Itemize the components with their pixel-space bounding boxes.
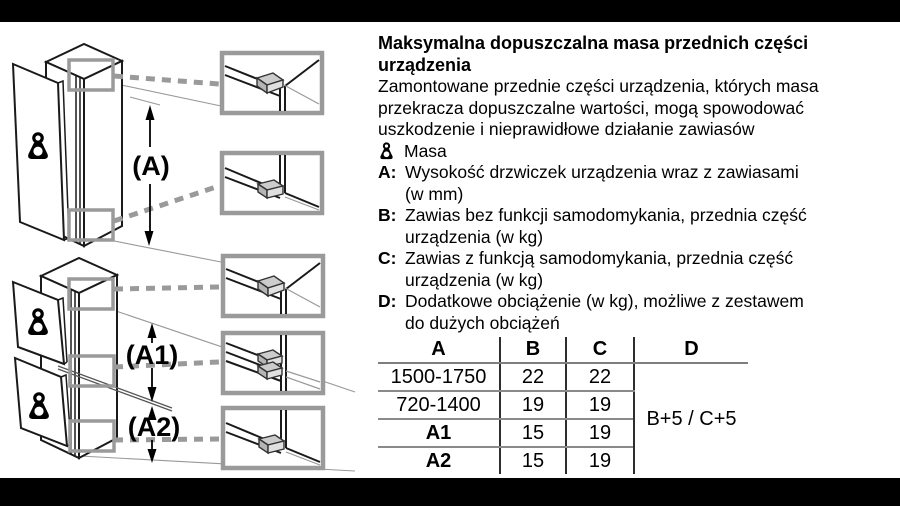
cell-C-value: 19 xyxy=(566,419,634,447)
detail-box-top-hinge xyxy=(223,256,323,316)
kettlebell-weight-icon xyxy=(379,142,394,160)
col-header-B: B xyxy=(500,337,566,363)
dimension-A-label: (A) xyxy=(132,151,170,181)
legend-item-A: A: Wysokość drzwiczek urządzenia wraz z zawiasami (w mm) xyxy=(378,162,799,204)
legend-item-D: D: Dodatkowe obciążenie (w kg), możliwe z zestawem do dużych obciążeń xyxy=(378,291,804,333)
max-load-table xyxy=(378,337,748,474)
legend-item-B: B: Zawias bez funkcji samodomykania, przednia część urządzenia (w kg) xyxy=(378,205,807,247)
dimension-A2 xyxy=(128,406,181,463)
table-row xyxy=(378,363,748,391)
detail-box-bottom-hinge xyxy=(222,153,322,213)
cell-height-range: A2 xyxy=(425,449,452,472)
detail-box-top-hinge xyxy=(222,53,322,113)
dimension-A xyxy=(132,105,169,246)
detail-box-bottom-hinge xyxy=(223,408,323,468)
col-header-D: D xyxy=(634,337,748,363)
mass-legend-row xyxy=(378,141,883,163)
cell-C-value: 22 xyxy=(566,363,634,391)
cell-C-value: 19 xyxy=(566,447,634,474)
cell-D-merged: B+5 / C+5 xyxy=(634,363,748,474)
cell-C-value: 19 xyxy=(566,391,634,419)
cell-B-value: 15 xyxy=(500,419,566,447)
legend-item-C: C: Zawias z funkcją samodomykania, przednia część urządzenia (w kg) xyxy=(378,248,794,290)
col-header-A: A xyxy=(378,337,500,363)
cell-height-range: 720-1400 xyxy=(378,391,500,419)
table-header-row xyxy=(378,337,748,363)
detail-box-middle-hinge xyxy=(223,333,323,393)
cell-height-range: 1500-1750 xyxy=(378,363,500,391)
hinge-detail-boxes xyxy=(222,53,323,468)
instruction-text-column xyxy=(378,33,883,334)
cell-B-value: 22 xyxy=(500,363,566,391)
cell-B-value: 15 xyxy=(500,447,566,474)
dimension-A1-label: (A1) xyxy=(125,340,179,370)
callout-leader-lines xyxy=(114,76,219,221)
page-title: Maksymalna dopuszczalna masa przednich części urządzenia xyxy=(378,33,809,75)
dimension-A2-label: (A2) xyxy=(127,412,181,442)
dimension-A1 xyxy=(126,323,179,402)
appliance-hinge-diagram xyxy=(0,0,375,506)
single-door-unit-figure xyxy=(13,44,221,262)
intro-paragraph: Zamontowane przednie części urządzenia, których masa przekracza dopuszczalne wartości, mogą spowodować uszkodzenie i nieprawidłowe działanie zawiasów xyxy=(378,76,819,139)
col-header-C: C xyxy=(566,337,634,363)
cell-height-range: A1 xyxy=(378,419,500,447)
cell-B-value: 19 xyxy=(500,391,566,419)
mass-label: Masa xyxy=(404,140,447,161)
